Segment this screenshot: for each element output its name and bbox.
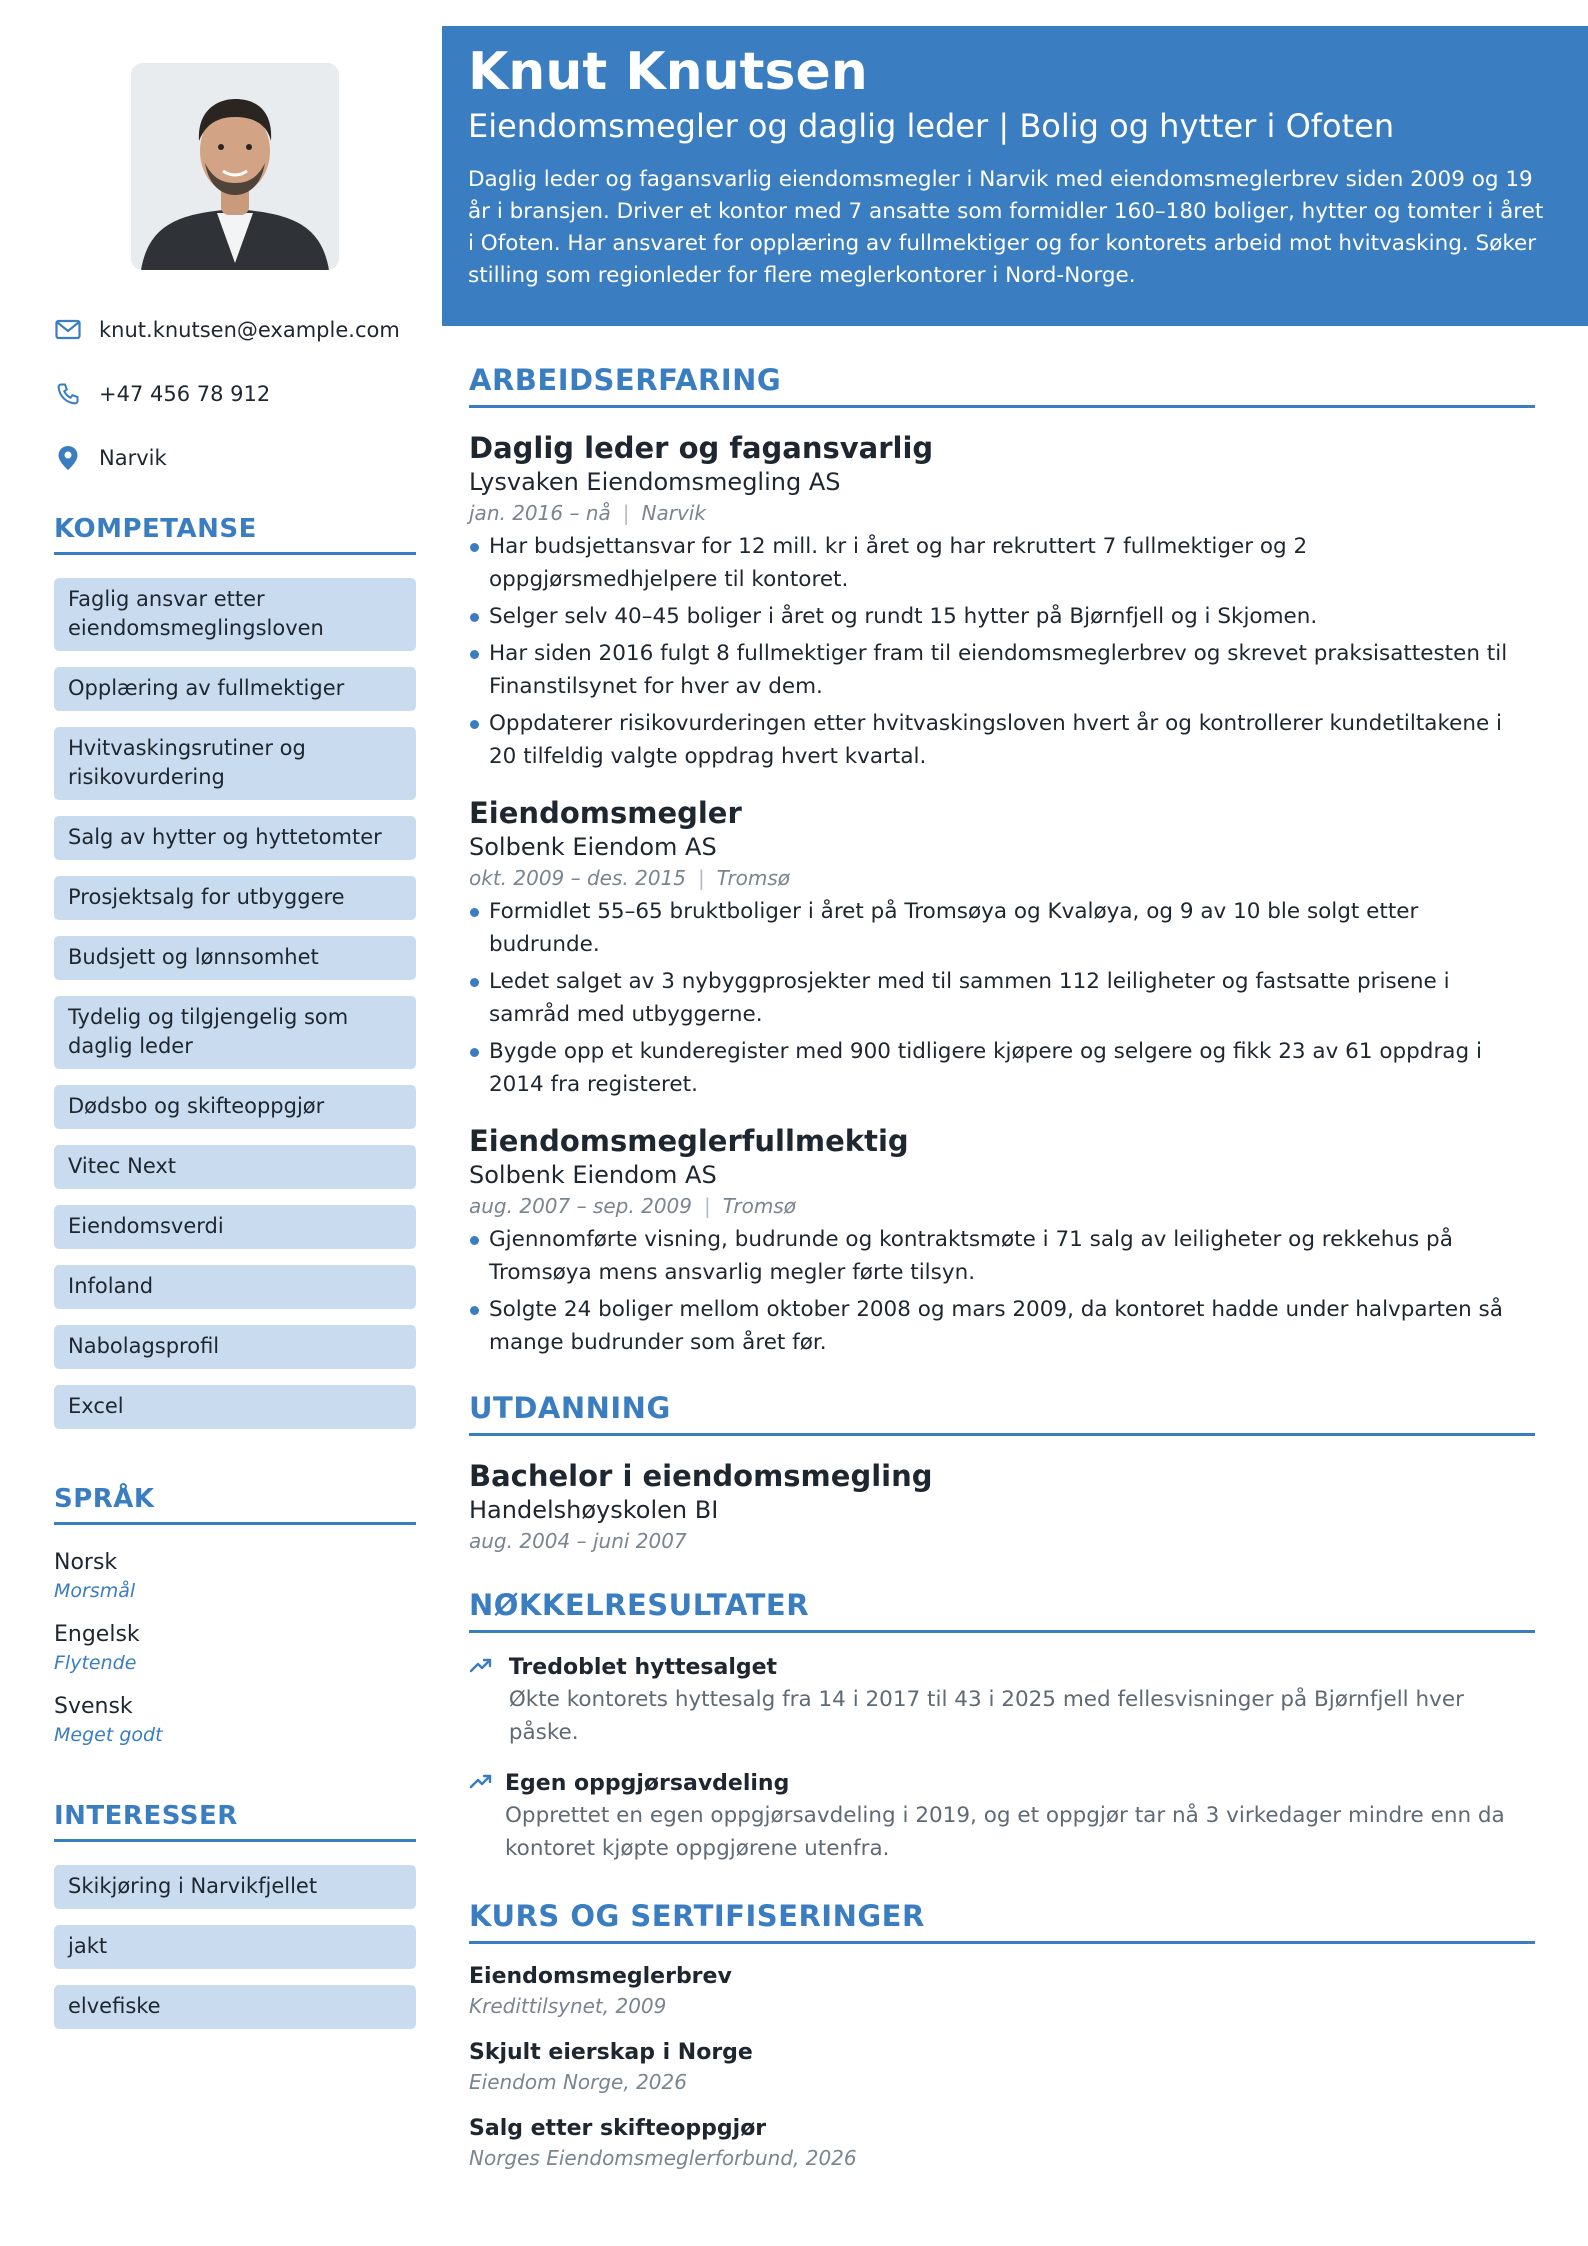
meta-separator: |	[704, 1194, 711, 1218]
language-name: Svensk	[54, 1694, 133, 1719]
skill-chip: Infoland	[54, 1265, 416, 1309]
education-entry	[469, 1458, 1535, 1556]
profile-photo	[131, 63, 339, 270]
languages-heading: SPRÅK	[54, 1482, 416, 1525]
sidebar	[0, 0, 442, 2246]
contact-list	[54, 313, 434, 505]
achievement-item	[469, 1769, 1535, 1865]
skill-chip: Nabolagsprofil	[54, 1325, 416, 1369]
trending-up-icon	[469, 1653, 497, 1749]
achievement-text: Økte kontorets hyttesalg fra 14 i 2017 til 43 i 2025 med fellesvisninger på Bjørnfjell hver påske.	[508, 1687, 1464, 1745]
achievement-body	[505, 1769, 1535, 1865]
job-meta	[469, 498, 1535, 528]
skill-chip: Salg av hytter og hyttetomter	[54, 816, 416, 860]
skill-chip: Hvitvaskingsrutiner og risikovurdering	[54, 727, 416, 800]
bullet-item: Selger selv 40–45 boliger i året og rundt 15 hytter på Bjørnfjell og i Skjomen.	[469, 600, 1535, 633]
certifications-heading: KURS OG SERTIFISERINGER	[469, 1897, 1535, 1944]
job-entry	[469, 430, 1535, 773]
experience-section	[469, 361, 1535, 1359]
language-level: Meget godt	[54, 1724, 163, 1746]
certification-name: Salg etter skifteoppgjør	[469, 2116, 767, 2141]
language-level: Flytende	[54, 1652, 137, 1674]
achievements-section	[469, 1586, 1535, 1865]
email-text: knut.knutsen@example.com	[99, 318, 400, 342]
skill-chip: Opplæring av fullmektiger	[54, 667, 416, 711]
job-company: Solbenk Eiendom AS	[469, 833, 717, 861]
skill-chip: Eiendomsverdi	[54, 1205, 416, 1249]
interest-chip: jakt	[54, 1925, 416, 1969]
job-bullets	[469, 1223, 1535, 1359]
interest-chip: Skikjøring i Narvikfjellet	[54, 1865, 416, 1909]
certification-name: Eiendomsmeglerbrev	[469, 1964, 732, 1989]
job-meta	[469, 863, 1535, 893]
skill-chip: Budsjett og lønnsomhet	[54, 936, 416, 980]
contact-phone[interactable]	[54, 377, 434, 411]
certification-item	[469, 2114, 1535, 2172]
job-entry	[469, 795, 1535, 1101]
interest-chip: elvefiske	[54, 1985, 416, 2029]
language-level: Morsmål	[54, 1580, 136, 1602]
job-company: Solbenk Eiendom AS	[469, 1161, 717, 1189]
job-period: jan. 2016 – nå	[469, 501, 611, 525]
bullet-item: Ledet salget av 3 nybyggprosjekter med til sammen 112 leiligheter og fastsatte prisene i samråd med utbyggerne.	[469, 965, 1535, 1031]
location-text: Narvik	[99, 446, 167, 470]
education-heading: UTDANNING	[469, 1389, 1535, 1436]
job-bullets	[469, 895, 1535, 1101]
education-section	[469, 1389, 1535, 1556]
person-name: Knut Knutsen	[468, 42, 868, 102]
bullet-item: Gjennomførte visning, budrunde og kontraktsmøte i 71 salg av leiligheter og rekkehus på Tromsøya mens ansvarlig megler førte tilsyn.	[469, 1223, 1535, 1289]
bullet-item: Har siden 2016 fulgt 8 fullmektiger fram til eiendomsmeglerbrev og skrevet praksisattesten til Finanstilsynet for hver av dem.	[469, 637, 1535, 703]
meta-separator: |	[622, 501, 630, 525]
degree-title: Bachelor i eiendomsmegling	[469, 1459, 933, 1493]
bullet-item: Solgte 24 boliger mellom oktober 2008 og mars 2009, da kontoret hadde under halvparten så mange budrunder som året før.	[469, 1293, 1535, 1359]
language-name: Engelsk	[54, 1622, 140, 1647]
meta-separator: |	[698, 866, 705, 890]
job-meta	[469, 1191, 1535, 1221]
person-title: Eiendomsmegler og daglig leder | Bolig og hytter i Ofoten	[468, 107, 1395, 145]
skills-heading: KOMPETANSE	[54, 512, 416, 555]
main-content	[469, 326, 1535, 2172]
interests-heading: INTERESSER	[54, 1799, 416, 1842]
achievement-body	[509, 1653, 1535, 1749]
skill-chip: Dødsbo og skifteoppgjør	[54, 1085, 416, 1129]
achievement-title: Tredoblet hyttesalget	[508, 1655, 778, 1680]
language-name: Norsk	[54, 1550, 118, 1575]
certification-item	[469, 2038, 1535, 2096]
certification-name: Skjult eierskap i Norge	[469, 2040, 753, 2065]
achievement-item	[469, 1653, 1535, 1749]
certification-meta: Kredittilsynet, 2009	[469, 1994, 667, 2018]
job-entry	[469, 1123, 1535, 1359]
skill-chip: Vitec Next	[54, 1145, 416, 1189]
achievements-list	[469, 1653, 1535, 1865]
certification-item	[469, 1962, 1535, 2020]
job-place: Tromsø	[716, 866, 791, 890]
achievements-heading: NØKKELRESULTATER	[469, 1586, 1535, 1633]
education-period: aug. 2004 – juni 2007	[469, 1529, 687, 1553]
language-item	[54, 1620, 416, 1676]
skill-chip: Excel	[54, 1385, 416, 1429]
header-banner	[442, 26, 1588, 326]
skill-chip: Faglig ansvar etter eiendomsmeglingsloven	[54, 578, 416, 651]
languages-list	[54, 1548, 416, 1764]
profile-summary: Daglig leder og fagansvarlig eiendomsmegler i Narvik med eiendomsmeglerbrev siden 2009 og 19 år i bransjen. Driver et kontor med 7 ansatte som formidler 160–180 boliger, hytter og tomter i året i Ofoten. Har ansvaret for opplæring av fullmektiger og for kontorets arbeid mot hvitvasking. Søker stilling som regionleder for flere meglerkontorer i Nord-Norge.	[468, 167, 1544, 288]
achievement-text: Opprettet en egen oppgjørsavdeling i 2019, og et oppgjør tar nå 3 virkedager mindre enn da kontoret kjøpte oppgjørene utenfra.	[505, 1803, 1505, 1861]
education-list	[469, 1458, 1535, 1556]
job-period: okt. 2009 – des. 2015	[469, 866, 687, 890]
certification-meta: Eiendom Norge, 2026	[469, 2070, 687, 2094]
interests-list	[54, 1865, 416, 2045]
mail-icon	[54, 316, 82, 344]
experience-heading: ARBEIDSERFARING	[469, 361, 1535, 408]
location-pin-icon	[54, 444, 82, 472]
certifications-section	[469, 1897, 1535, 2172]
skill-chip: Tydelig og tilgjengelig som daglig leder	[54, 996, 416, 1069]
language-item	[54, 1692, 416, 1748]
jobs-list	[469, 430, 1535, 1359]
job-period: aug. 2007 – sep. 2009	[469, 1194, 692, 1218]
skills-list	[54, 578, 416, 1445]
phone-text: +47 456 78 912	[99, 382, 271, 406]
job-title: Eiendomsmeglerfullmektig	[469, 1124, 909, 1158]
contact-location	[54, 441, 434, 475]
job-bullets	[469, 530, 1535, 773]
bullet-item: Har budsjettansvar for 12 mill. kr i året og har rekruttert 7 fullmektiger og 2 oppgjørsmedhjelpere til kontoret.	[469, 530, 1535, 596]
phone-icon	[54, 380, 82, 408]
bullet-item: Formidlet 55–65 bruktboliger i året på Tromsøya og Kvaløya, og 9 av 10 ble solgt etter budrunde.	[469, 895, 1535, 961]
skill-chip: Prosjektsalg for utbyggere	[54, 876, 416, 920]
job-title: Eiendomsmegler	[469, 796, 742, 830]
job-place: Tromsø	[722, 1194, 797, 1218]
job-company: Lysvaken Eiendomsmegling AS	[469, 468, 841, 496]
certification-meta: Norges Eiendomsmeglerforbund, 2026	[469, 2146, 857, 2170]
job-place: Narvik	[641, 501, 706, 525]
language-item	[54, 1548, 416, 1604]
certifications-list	[469, 1962, 1535, 2172]
achievement-title: Egen oppgjørsavdeling	[505, 1771, 790, 1796]
school-name: Handelshøyskolen BI	[469, 1496, 719, 1524]
job-title: Daglig leder og fagansvarlig	[469, 431, 934, 465]
bullet-item: Oppdaterer risikovurderingen etter hvitvaskingsloven hvert år og kontrollerer kundetiltakene i 20 tilfeldig valgte oppdrag hvert kvartal.	[469, 707, 1535, 773]
trending-up-icon	[469, 1769, 493, 1865]
bullet-item: Bygde opp et kunderegister med 900 tidligere kjøpere og selgere og fikk 23 av 61 oppdrag i 2014 fra registeret.	[469, 1035, 1535, 1101]
contact-email[interactable]	[54, 313, 434, 347]
